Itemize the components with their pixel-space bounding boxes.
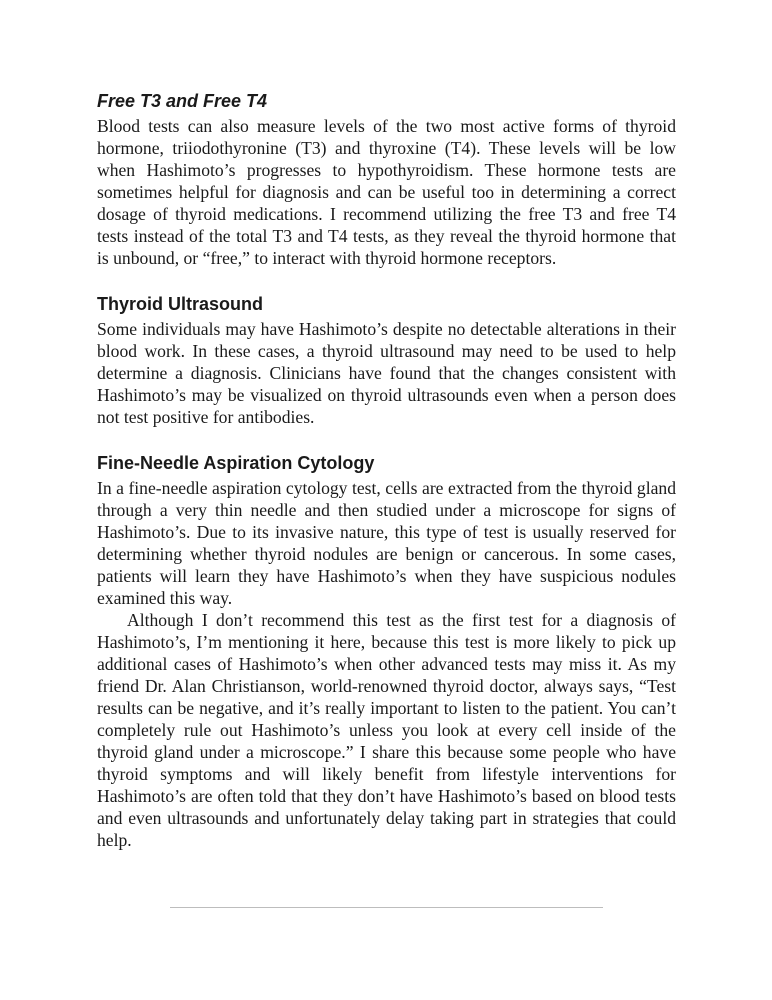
section-paragraph: Some individuals may have Hashimoto’s despite no detectable alterations in their blood work. In these cases, a thyroid ultrasound may need to be used to help determine a diagnosis. Clinicians have found that the changes consistent with Hashimoto’s may be visualized on thyroid ultrasounds even when a person does not test positive for antibodies. — [97, 319, 676, 427]
section-heading: Free T3 and Free T4 — [97, 91, 268, 111]
section-thyroid-ultrasound — [97, 292, 676, 428]
section-free-t3-t4 — [97, 89, 676, 269]
section-fine-needle-aspiration — [97, 451, 676, 851]
section-heading: Fine-Needle Aspiration Cytology — [97, 453, 375, 473]
section-paragraph: In a fine-needle aspiration cytology test, cells are extracted from the thyroid gland through a very thin needle and then studied under a microscope for signs of Hashimoto’s. Due to its invasive nature, this type of test is usually reserved for determining whether thyroid nodules are benign or cancerous. In some cases, patients will learn they have Hashimoto’s when they have suspicious nodules examined this way. — [97, 478, 676, 608]
footer-divider — [170, 907, 603, 908]
document-page — [97, 89, 676, 874]
section-paragraph: Although I don’t recommend this test as the first test for a diagnosis of Hashimoto’s, I’m mentioning it here, because this test is more likely to pick up additional cases of Hashimoto’s when other advanced tests may miss it. As my friend Dr. Alan Christianson, world-renowned thyroid doctor, always says, “Test results can be negative, and it’s really important to listen to the patient. You can’t completely rule out Hashimoto’s unless you look at every cell inside of the thyroid gland under a microscope.” I share this because some people who have thyroid symptoms and will likely benefit from lifestyle interventions for Hashimoto’s are often told that they don’t have Hashimoto’s based on blood tests and even ultrasounds and unfortunately delay taking part in strategies that could help. — [97, 610, 676, 850]
section-paragraph: Blood tests can also measure levels of the two most active forms of thyroid hormone, triiodothyronine (T3) and thyroxine (T4). These levels will be low when Hashimoto’s progresses to hypothyroidism. These hormone tests are sometimes helpful for diagnosis and can be useful too in determining a correct dosage of thyroid medications. I recommend utilizing the free T3 and free T4 tests instead of the total T3 and T4 tests, as they reveal the thyroid hormone that is unbound, or “free,” to interact with thyroid hormone receptors. — [97, 116, 676, 268]
section-heading: Thyroid Ultrasound — [97, 294, 263, 314]
